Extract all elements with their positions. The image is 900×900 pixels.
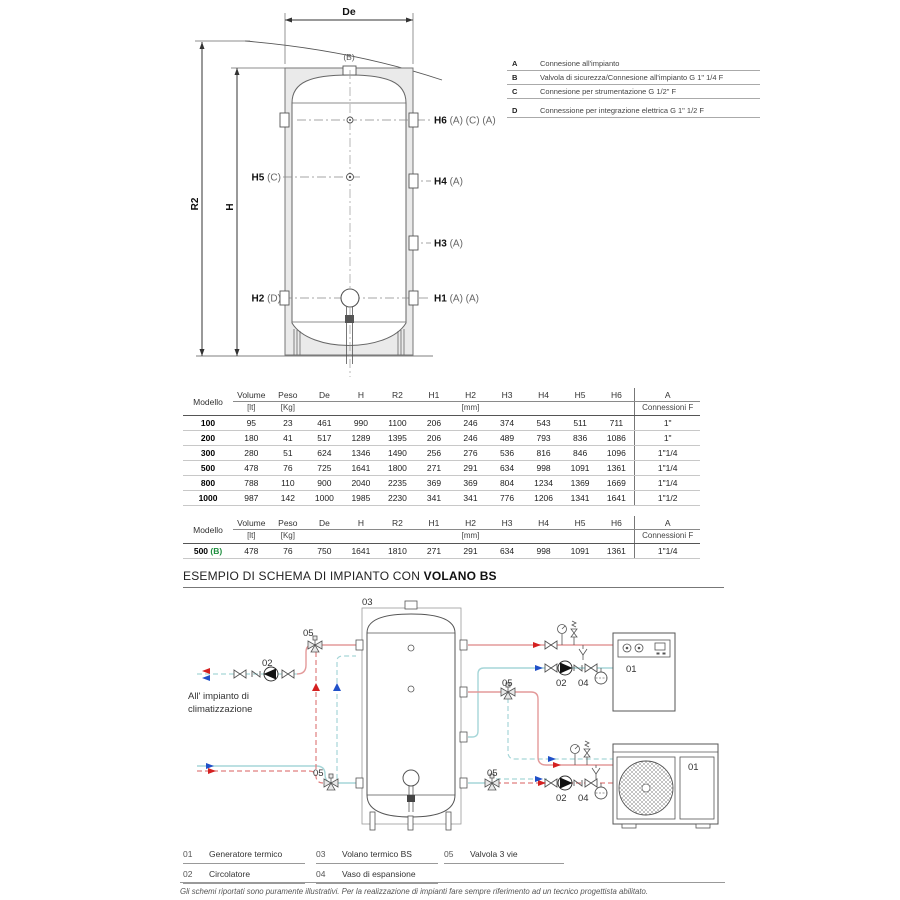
spec-cell: 1985 xyxy=(343,491,380,506)
spec-header-cell: H4 xyxy=(525,388,562,402)
port-h3-right xyxy=(409,236,418,250)
legend-key: A xyxy=(512,59,518,68)
spec-cell: 2235 xyxy=(379,476,416,491)
spec-cell: 624 xyxy=(306,446,343,461)
spec-header-cell xyxy=(489,530,526,544)
port-b-top xyxy=(343,66,356,75)
spec-header-cell xyxy=(562,402,599,416)
heat-pump-unit xyxy=(613,744,718,828)
spec-header-cell: H1 xyxy=(416,388,453,402)
heat-pump-number-label: 01 xyxy=(688,762,699,773)
spec-cell: 41 xyxy=(270,431,307,446)
spec-header-cell xyxy=(489,402,526,416)
spec-header-cell xyxy=(598,530,635,544)
spec-cell: 804 xyxy=(489,476,526,491)
spec-header-cell xyxy=(379,402,416,416)
spec-cell: 1" xyxy=(635,416,700,431)
spec-cell: 1361 xyxy=(598,461,635,476)
spec-cell: 1096 xyxy=(598,446,635,461)
boiler-number-label: 01 xyxy=(626,664,637,675)
spec-cell: 1000 xyxy=(306,491,343,506)
spec-header-cell: Volume xyxy=(233,516,270,530)
spec-header-cell: De xyxy=(306,388,343,402)
spec-cell: 900 xyxy=(306,476,343,491)
label-h6: H6 (A) (C) (A) xyxy=(434,115,496,127)
spec-cell: 76 xyxy=(270,461,307,476)
legend-label: Vaso di espansione xyxy=(342,869,416,879)
spec-header-cell: H6 xyxy=(598,388,635,402)
spec-header-cell xyxy=(525,530,562,544)
spec-cell: 725 xyxy=(306,461,343,476)
spec-cell: 1"1/2 xyxy=(635,491,700,506)
spec-header-cell: H1 xyxy=(416,516,453,530)
spec-header-cell xyxy=(598,402,635,416)
connection-legend xyxy=(507,58,760,119)
spec-header-cell: De xyxy=(306,516,343,530)
spec-cell: 1000 xyxy=(183,491,233,506)
legend-key: C xyxy=(512,87,518,96)
spec-cell: 478 xyxy=(233,461,270,476)
legend-text: Connesione all'impianto xyxy=(540,59,620,68)
legend-key: B xyxy=(512,73,518,82)
spec-header-cell: [Kg] xyxy=(270,402,307,416)
spec-header-cell: H xyxy=(343,388,380,402)
spec-cell: 1361 xyxy=(598,544,635,559)
valve3-label: 05 xyxy=(303,628,314,639)
dim-de-label: De xyxy=(342,6,356,18)
spec-header-cell: [mm] xyxy=(452,402,489,416)
spec-row xyxy=(183,476,700,491)
legend-text: Valvola di sicurezza/Connesione all'impianto G 1" 1/4 F xyxy=(540,73,724,82)
valve3-label: 05 xyxy=(313,768,324,779)
spec-header-cell: R2 xyxy=(379,516,416,530)
spec-cell: 206 xyxy=(416,431,453,446)
spec-cell: 246 xyxy=(452,416,489,431)
spec-row xyxy=(183,491,700,506)
spec-header-cell xyxy=(379,530,416,544)
spec-cell: 634 xyxy=(489,461,526,476)
spec-header-cell xyxy=(306,530,343,544)
pump-label: 02 xyxy=(556,678,567,689)
spec-cell: 478 xyxy=(233,544,270,559)
pump-label: 02 xyxy=(262,658,273,669)
spec-header-cell: Modello xyxy=(183,388,233,416)
legend-num: 01 xyxy=(183,849,193,859)
spec-header-cell: H5 xyxy=(562,516,599,530)
label-h2: H2 (D) xyxy=(251,293,281,305)
spec-cell: 511 xyxy=(562,416,599,431)
spec-table-body xyxy=(183,544,700,559)
spec-cell: 200 xyxy=(183,431,233,446)
drain-block xyxy=(345,315,354,323)
spec-cell: 1289 xyxy=(343,431,380,446)
spec-cell: 180 xyxy=(233,431,270,446)
legend-row-a xyxy=(507,58,760,71)
spec-cell: 280 xyxy=(233,446,270,461)
label-h5: H5 (C) xyxy=(251,172,281,184)
spec-header-cell: Volume xyxy=(233,388,270,402)
spec-cell: 1"1/4 xyxy=(635,476,700,491)
spec-cell: 1490 xyxy=(379,446,416,461)
spec-header-cell: Connessioni F xyxy=(635,530,700,544)
spec-cell: 2230 xyxy=(379,491,416,506)
spec-header-cell xyxy=(306,402,343,416)
spec-cell: 1641 xyxy=(598,491,635,506)
port-h6-right xyxy=(409,113,418,127)
spec-row xyxy=(183,544,700,559)
spec-cell: 998 xyxy=(525,544,562,559)
spec-row xyxy=(183,431,700,446)
spec-cell: 1669 xyxy=(598,476,635,491)
spec-cell: 536 xyxy=(489,446,526,461)
label-h3: H3 (A) xyxy=(434,238,463,250)
spec-cell: 1346 xyxy=(343,446,380,461)
section-title-product: VOLANO BS xyxy=(423,569,497,583)
spec-cell: 517 xyxy=(306,431,343,446)
valve3-label: 05 xyxy=(502,678,513,689)
spec-header-cell xyxy=(525,402,562,416)
spec-cell: 816 xyxy=(525,446,562,461)
label-h1: H1 (A) (A) xyxy=(434,293,480,305)
spec-cell: 846 xyxy=(562,446,599,461)
spec-cell: 142 xyxy=(270,491,307,506)
spec-row xyxy=(183,416,700,431)
legend-num: 05 xyxy=(444,849,454,859)
spec-cell: 110 xyxy=(270,476,307,491)
spec-cell: 256 xyxy=(416,446,453,461)
legend-num: 03 xyxy=(316,849,326,859)
spec-cell: 500 xyxy=(183,461,233,476)
vessel-label: 04 xyxy=(578,678,589,689)
spec-cell: 776 xyxy=(489,491,526,506)
spec-cell: 1"1/4 xyxy=(635,446,700,461)
legend-text: Connesione per strumentazione G 1/2" F xyxy=(540,87,677,96)
spec-cell: 1091 xyxy=(562,544,599,559)
dimension-r2 xyxy=(195,41,250,356)
legend-row-c xyxy=(507,86,760,99)
spec-cell: 341 xyxy=(416,491,453,506)
spec-header-cell: [Kg] xyxy=(270,530,307,544)
spec-cell: 987 xyxy=(233,491,270,506)
safety-group-heatpump xyxy=(571,741,601,779)
dim-h-label: H xyxy=(225,203,236,211)
spec-cell: 461 xyxy=(306,416,343,431)
spec-header-cell xyxy=(343,402,380,416)
spec-row xyxy=(183,446,700,461)
spec-table-head xyxy=(183,388,700,416)
spec-cell: 1" xyxy=(635,431,700,446)
spec-header-cell: R2 xyxy=(379,388,416,402)
spec-header-cell: A xyxy=(635,388,700,402)
spec-cell: 76 xyxy=(270,544,307,559)
port-h4-right xyxy=(409,174,418,188)
port-h6-left xyxy=(280,113,289,127)
spec-cell: 1641 xyxy=(343,544,380,559)
safety-group-boiler xyxy=(558,621,588,660)
spec-cell: 1100 xyxy=(379,416,416,431)
spec-table-body xyxy=(183,416,700,506)
spec-cell: 369 xyxy=(452,476,489,491)
spec-header-cell xyxy=(416,402,453,416)
spec-cell: 711 xyxy=(598,416,635,431)
spec-cell: 2040 xyxy=(343,476,380,491)
legend-label: Generatore termico xyxy=(209,849,283,859)
spec-cell: 95 xyxy=(233,416,270,431)
spec-cell: 374 xyxy=(489,416,526,431)
dim-r2-label: R2 xyxy=(190,197,201,211)
spec-header-cell: [lt] xyxy=(233,530,270,544)
spec-cell: 291 xyxy=(452,461,489,476)
boiler-unit xyxy=(613,633,675,711)
port-b-label: (B) xyxy=(343,52,355,62)
spec-cell: 990 xyxy=(343,416,380,431)
spec-header-cell xyxy=(562,530,599,544)
spec-header-cell: [mm] xyxy=(452,530,489,544)
port-h1-center xyxy=(341,289,359,307)
section-title-prefix: ESEMPIO DI SCHEMA DI IMPIANTO CON xyxy=(183,569,424,583)
spec-header-cell: H5 xyxy=(562,388,599,402)
spec-cell: 1"1/4 xyxy=(635,544,700,559)
spec-header-cell: A xyxy=(635,516,700,530)
spec-header-cell: H3 xyxy=(489,388,526,402)
spec-cell: 206 xyxy=(416,416,453,431)
spec-cell: 271 xyxy=(416,544,453,559)
spec-cell: 1641 xyxy=(343,461,380,476)
legend-row-d xyxy=(507,105,760,118)
spec-cell: 1234 xyxy=(525,476,562,491)
spec-row xyxy=(183,461,700,476)
vessel-label: 04 xyxy=(578,793,589,804)
spec-cell: 51 xyxy=(270,446,307,461)
spec-cell: 369 xyxy=(416,476,453,491)
label-h4: H4 (A) xyxy=(434,176,463,188)
impianto-label-line2: climatizzazione xyxy=(188,704,253,715)
spec-cell: 1"1/4 xyxy=(635,461,700,476)
tank-number-label: 03 xyxy=(362,597,373,608)
spec-header-cell: H3 xyxy=(489,516,526,530)
spec-header-cell: H4 xyxy=(525,516,562,530)
legend-label: Valvola 3 vie xyxy=(470,849,518,859)
spec-header-cell: Modello xyxy=(183,516,233,544)
spec-header-cell: Peso xyxy=(270,516,307,530)
spec-cell: 1369 xyxy=(562,476,599,491)
port-h1-right xyxy=(409,291,418,305)
spec-cell: 300 xyxy=(183,446,233,461)
spec-header-cell xyxy=(416,530,453,544)
spec-header-cell: [lt] xyxy=(233,402,270,416)
spec-table-head xyxy=(183,516,700,544)
disclaimer-footnote: Gli schemi riportati sono puramente illustrativi. Per la realizzazione di impianti fare sempre riferimento ad un tecnico progettista abilitato. xyxy=(180,882,725,896)
legend-label: Volano termico BS xyxy=(342,849,412,859)
spec-header-cell: H2 xyxy=(452,516,489,530)
plumbing-schematic xyxy=(180,592,732,848)
spec-header-cell xyxy=(343,530,380,544)
spec-header-cell: H6 xyxy=(598,516,635,530)
spec-cell: 1395 xyxy=(379,431,416,446)
spec-cell: 1341 xyxy=(562,491,599,506)
port-h2-left xyxy=(280,291,289,305)
spec-cell: 500 (B) xyxy=(183,544,233,559)
spec-cell: 998 xyxy=(525,461,562,476)
spec-cell: 1810 xyxy=(379,544,416,559)
spec-cell: 1091 xyxy=(562,461,599,476)
spec-cell: 793 xyxy=(525,431,562,446)
spec-cell: 341 xyxy=(452,491,489,506)
spec-header-cell: H2 xyxy=(452,388,489,402)
spec-cell: 23 xyxy=(270,416,307,431)
legend-text: Connessione per integrazione elettrica G 1" 1/2 F xyxy=(540,106,705,115)
spec-header-cell: H xyxy=(343,516,380,530)
dimension-h xyxy=(231,68,285,356)
spec-cell: 246 xyxy=(452,431,489,446)
legend-num: 02 xyxy=(183,869,193,879)
legend-item-01 xyxy=(183,847,305,864)
spec-header-cell: Connessioni F xyxy=(635,402,700,416)
spec-cell: 750 xyxy=(306,544,343,559)
spec-cell: 291 xyxy=(452,544,489,559)
spec-cell: 634 xyxy=(489,544,526,559)
legend-key: D xyxy=(512,106,518,115)
valve3-label: 05 xyxy=(487,768,498,779)
boiler-display xyxy=(655,643,665,650)
impianto-label-line1: All' impianto di xyxy=(188,691,249,702)
spec-cell: 1086 xyxy=(598,431,635,446)
spec-cell: 1206 xyxy=(525,491,562,506)
buffer-tank xyxy=(356,601,467,830)
spec-cell: 100 xyxy=(183,416,233,431)
legend-item-03 xyxy=(316,847,438,864)
spec-cell: 836 xyxy=(562,431,599,446)
pump-label: 02 xyxy=(556,793,567,804)
section-title xyxy=(183,569,724,588)
spec-header-cell: Peso xyxy=(270,388,307,402)
spec-cell: 489 xyxy=(489,431,526,446)
spec-cell: 1800 xyxy=(379,461,416,476)
legend-num: 04 xyxy=(316,869,326,879)
legend-item-05 xyxy=(444,847,564,864)
spec-cell: 788 xyxy=(233,476,270,491)
spec-table-b-version xyxy=(183,516,700,559)
legend-label: Circolatore xyxy=(209,869,251,879)
spec-cell: 800 xyxy=(183,476,233,491)
spec-table-main xyxy=(183,388,700,506)
spec-cell: 543 xyxy=(525,416,562,431)
spec-cell: 271 xyxy=(416,461,453,476)
legend-row-b xyxy=(507,72,760,85)
spec-cell: 276 xyxy=(452,446,489,461)
